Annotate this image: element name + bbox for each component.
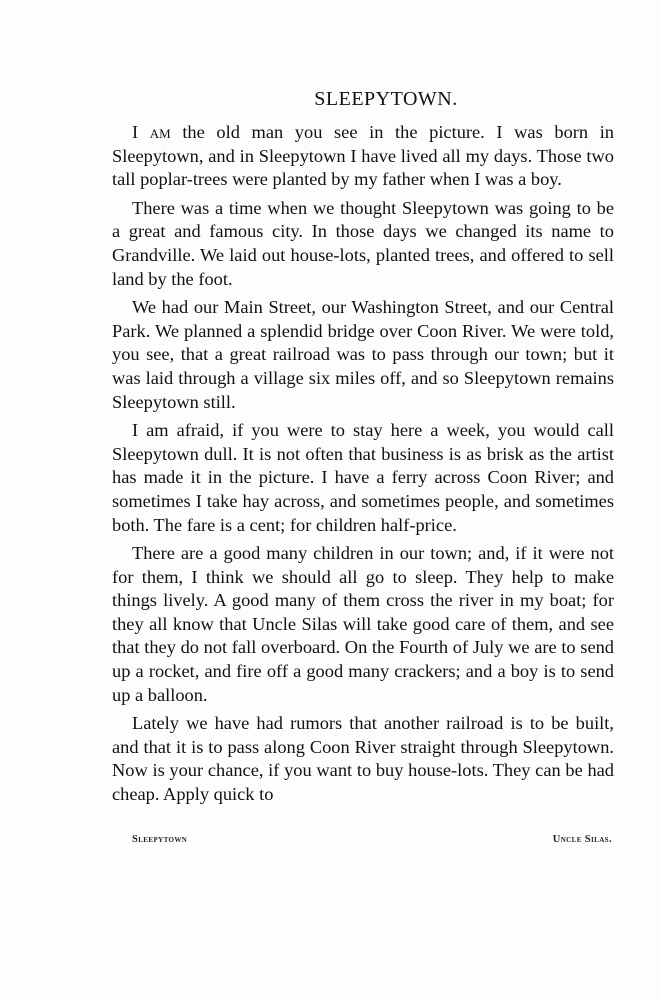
paragraph-text: We had our Main Street, our Washington Street, and our Central Park. We planned a splendid bridge over Coon River. We were told, you see, that a great railroad was to pass through our town; but it was laid through a village six miles off, and so Sleepytown remains Sleepytown still. bbox=[112, 297, 614, 412]
paragraph-3 bbox=[112, 296, 614, 414]
paragraph-text: There are a good many children in our town; and, if it were not for them, I think we should all go to sleep. They help to make things lively. A good many of them cross the river in my boat; for they all know that Uncle Silas will take good care of them, and see that they do not fall overboard. On the Fourth of July we are to send up a rocket, and fire off a good many crackers; and a boy is to send up a balloon. bbox=[112, 543, 614, 705]
paragraph-text: I am afraid, if you were to stay here a week, you would call Sleepytown dull. It is not often that business is as brisk as the artist has made it in the picture. I have a ferry across Coon River; and sometimes I take hay across, and sometimes people, and sometimes both. The fare is a cent; for children half-price. bbox=[112, 420, 614, 535]
paragraph-1 bbox=[112, 121, 614, 192]
paragraph-lead: I am bbox=[132, 122, 171, 142]
page-title: SLEEPYTOWN. bbox=[314, 88, 458, 110]
paragraph-text: There was a time when we thought Sleepytown was going to be a great and famous city. In those days we changed its name to Grandville. We laid out house-lots, planted trees, and offered to sell land by the foot. bbox=[112, 197, 614, 289]
story-content bbox=[112, 88, 614, 812]
paragraph-text: the old man you see in the picture. I was born in Sleepytown, and in Sleepytown I have lived all my days. Those two tall poplar-trees were planted by my father when I was a boy. bbox=[112, 122, 615, 190]
footer-title: Sleepytown bbox=[132, 834, 188, 845]
paragraph-text: Lately we have had rumors that another railroad is to be built, and that it is to pass along Coon River straight through Sleepytown. Now is your chance, if you want to buy house-lots. They can be had cheap. Apply quick to bbox=[112, 713, 614, 805]
paragraph-4 bbox=[112, 419, 614, 537]
paragraph-6 bbox=[112, 712, 614, 806]
paragraph-5 bbox=[112, 542, 614, 707]
paragraph-2 bbox=[112, 197, 614, 291]
footer-signature: Uncle Silas. bbox=[552, 834, 612, 845]
